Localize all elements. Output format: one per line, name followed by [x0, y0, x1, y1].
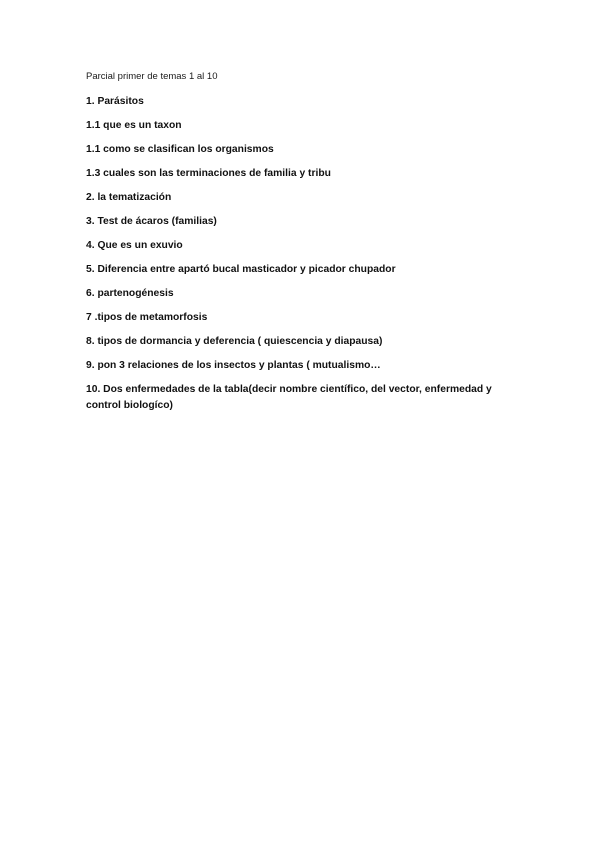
question-item: 1.3 cuales son las terminaciones de familia y tribu — [86, 168, 331, 179]
question-item: 2. la tematización — [86, 192, 172, 203]
question-item: 8. tipos de dormancia y deferencia ( quiescencia y diapausa) — [86, 336, 383, 347]
question-item: 6. partenogénesis — [86, 288, 174, 299]
question-item: 9. pon 3 relaciones de los insectos y plantas ( mutualismo… — [86, 360, 381, 371]
question-item: 1.1 que es un taxon — [86, 120, 182, 131]
question-item: 5. Diferencia entre apartó bucal masticador y picador chupador — [86, 264, 396, 275]
question-item: 1.1 como se clasifican los organismos — [86, 144, 274, 155]
question-item: 4. Que es un exuvio — [86, 240, 183, 251]
document-content — [86, 70, 526, 423]
question-item: 7 .tipos de metamorfosis — [86, 312, 208, 323]
question-item: 3. Test de ácaros (familias) — [86, 216, 217, 227]
question-list — [86, 94, 526, 414]
question-item: 10. Dos enfermedades de la tabla(decir nombre científico, del vector, enfermedad y control biologíco) — [86, 384, 492, 411]
question-item: 1. Parásitos — [86, 96, 144, 107]
exam-subtitle: Parcial primer de temas 1 al 10 — [86, 71, 218, 82]
